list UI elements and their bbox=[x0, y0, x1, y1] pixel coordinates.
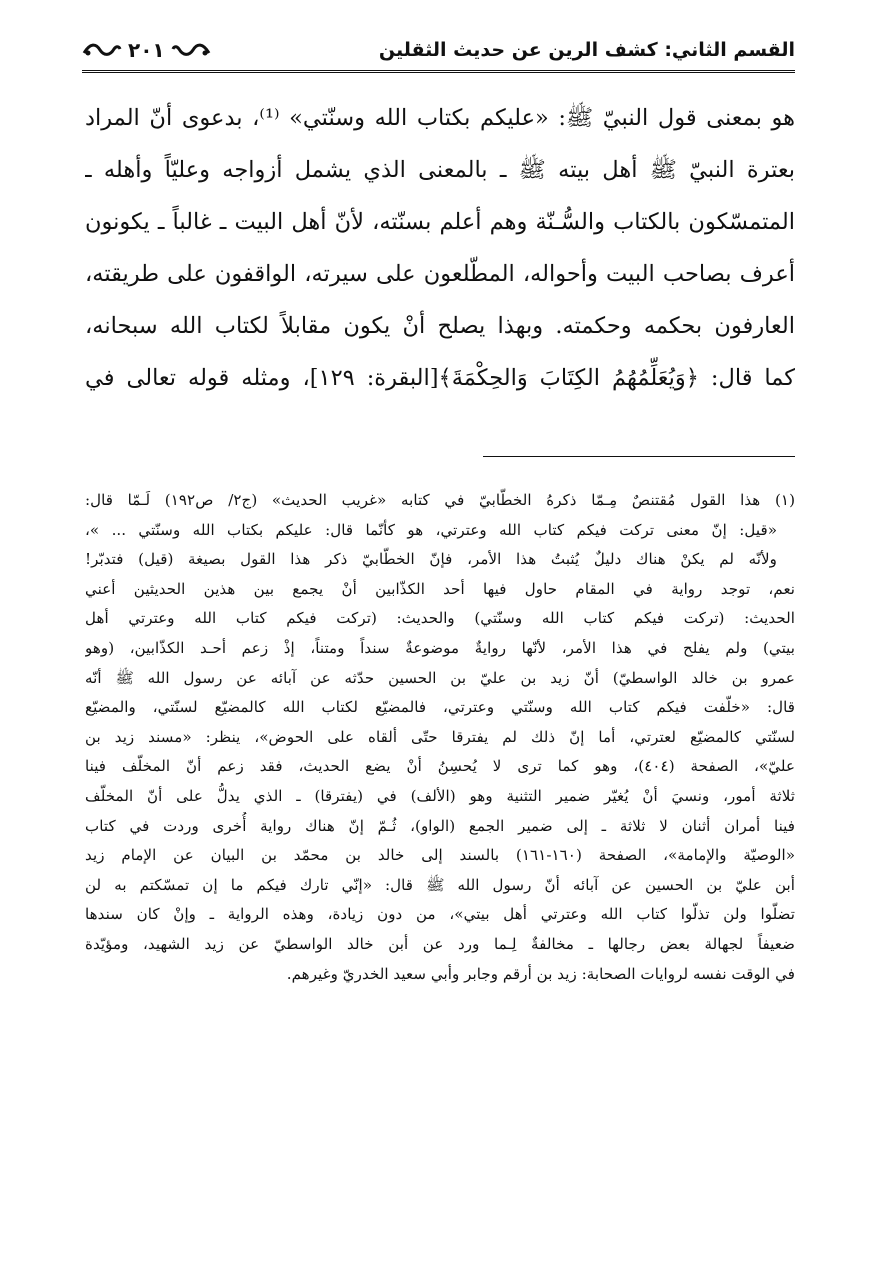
page-number: ٢٠١ bbox=[128, 38, 165, 62]
footnote-line: «قيل: إنّ معنى تركت فيكم كتاب الله وعترتي، هو كأنّما قال: عليكم بكتاب الله وسنّتي ... »، bbox=[85, 520, 777, 539]
footnote-line: «الوصيّة والإمامة»، الصفحة (١٦٠-١٦١) بالسند إلى خالد بن محمّد بن البيان عن الإمام زيد bbox=[85, 846, 795, 865]
footnote-line: ضعيفاً لجهالة بعض رجالها ـ مخالفةٌ لِـما ورد عن أبن خالد الواسطيّ عن زيد الشهيد، ومؤيّدة bbox=[85, 934, 795, 953]
footnote-line: تضلّوا ولن تذلّوا كتاب الله وعترتي أهل بيتي»، من دون زيادة، وهذه الرواية ـ وإنْ كان سندها bbox=[85, 905, 795, 924]
footnote-line: أبن عليّ بن الحسين عن آبائه أنّ رسول الله ﷺ قال: «إنّي تارك فيكم ما إن تمسّكتم به لن bbox=[85, 875, 795, 894]
main-text-line: بعترة النبيّ ﷺ أهل بيته ﷺ ـ بالمعنى الذي يشمل أزواجه وعليّاً وأهله ـ bbox=[85, 157, 795, 183]
footnote-line: قال: «خلّفت فيكم كتاب الله وسنّتي وعترتي، فالمضيّع لكتاب الله كالمضيّع لسنّتي، والمضيّع bbox=[85, 698, 795, 717]
main-text-line: أعرف بصاحب البيت وأحواله، المطّلعون على سيرته، الواقفون على طريقته، bbox=[85, 261, 795, 287]
footnote-line: فينا أمران أثنان لا ثلاثة ـ إلى ضمير الجمع (الواو)، ثُـمّ إنّ هناك رواية أُخرى وردت في كتاب bbox=[85, 816, 795, 835]
footnote-line: عليّ»، الصفحة (٤٠٤)، وهو كما ترى لا يُحسِنُ أنْ يضع الحديث، فقد زعم أنّ المخلّف فينا bbox=[85, 757, 795, 776]
footnote-line: ولأنّه لم يكنْ هناك دليلٌ يُثبتُ هذا الأمر، فإنّ الخطّابيّ ذكر هذا القول بصيغة (قيل) فتدبّر! bbox=[85, 550, 777, 569]
footnote-line: بيتي) ولم يفلح في هذا الأمر، لأنّها روايةٌ موضوعةٌ سنداً ومتناً، إذْ زعم أحـد الكذّابين، (وهو bbox=[85, 638, 795, 657]
footnote-line: عمرو بن خالد الواسطيّ) أنّ زيد بن عليّ بن الحسين حدّثه عن آبائه عن رسول الله ﷺ أنّه bbox=[85, 668, 795, 687]
footnote-line: نعم، توجد رواية في المقام حاول فيها أحد الكذّابين أنْ يجمع بين هذين الحديثين أعني bbox=[85, 579, 795, 598]
main-text-line: كما قال: ﴿وَيُعَلِّمُهُمُ الكِتَابَ وَالحِكْمَةَ﴾[البقرة: ١٢٩]، ومثله قوله تعالى في bbox=[85, 365, 795, 391]
main-text bbox=[85, 92, 795, 404]
footnote-line: (١) هذا القول مُقتنصٌ مِـمّا ذكرهُ الخطّابيّ في كتابه «غريب الحديث» (ج٢/ ص١٩٢) لَـمّا قال: bbox=[85, 491, 795, 509]
footnote-line: الحديث: (تركت فيكم كتاب الله وسنّتي) والحديث: (تركت فيكم كتاب الله وعترتي أهل bbox=[85, 609, 795, 628]
footnote-line: ثلاثة أمور، ونسيَ أنْ يُغيّر ضمير التثنية وهو (الألف) في (يفترقا) ـ الذي يدلُّ على أنّ المخلّف bbox=[85, 786, 795, 805]
right-flourish-icon bbox=[171, 41, 211, 59]
main-text-line: هو بمعنى قول النبيّ ﷺ: «عليكم بكتاب الله وسنّتي» ⁽¹⁾، بدعوى أنّ المراد bbox=[85, 105, 795, 131]
main-text-line: العارفون بحكمه وحكمته. وبهذا يصلح أنْ يكون مقابلاً لكتاب الله سبحانه، bbox=[85, 313, 795, 339]
page-number-ornament bbox=[82, 38, 211, 62]
footnotes bbox=[85, 486, 795, 989]
main-text-line: المتمسّكون بالكتاب والسُّـنّة وهم أعلم بسنّته، لأنّ أهل البيت ـ غالباً ـ يكونون bbox=[85, 209, 795, 235]
footnote-divider bbox=[483, 456, 795, 457]
running-header bbox=[82, 30, 795, 73]
header-title: القسم الثاني: كشف الرين عن حديث الثقلين bbox=[378, 39, 795, 61]
footnote-line: في الوقت نفسه لروايات الصحابة: زيد بن أرقم وجابر وأبي سعيد الخدريّ وغيرهم. bbox=[286, 964, 795, 983]
left-flourish-icon bbox=[82, 41, 122, 59]
footnote-line: لسنّتي كالمضيّع لعترتي، أما إنّ ذلك لم يفترقا حتّى ألقاه على الحوض»، ينظر: «مسند زيد بن bbox=[85, 727, 795, 746]
